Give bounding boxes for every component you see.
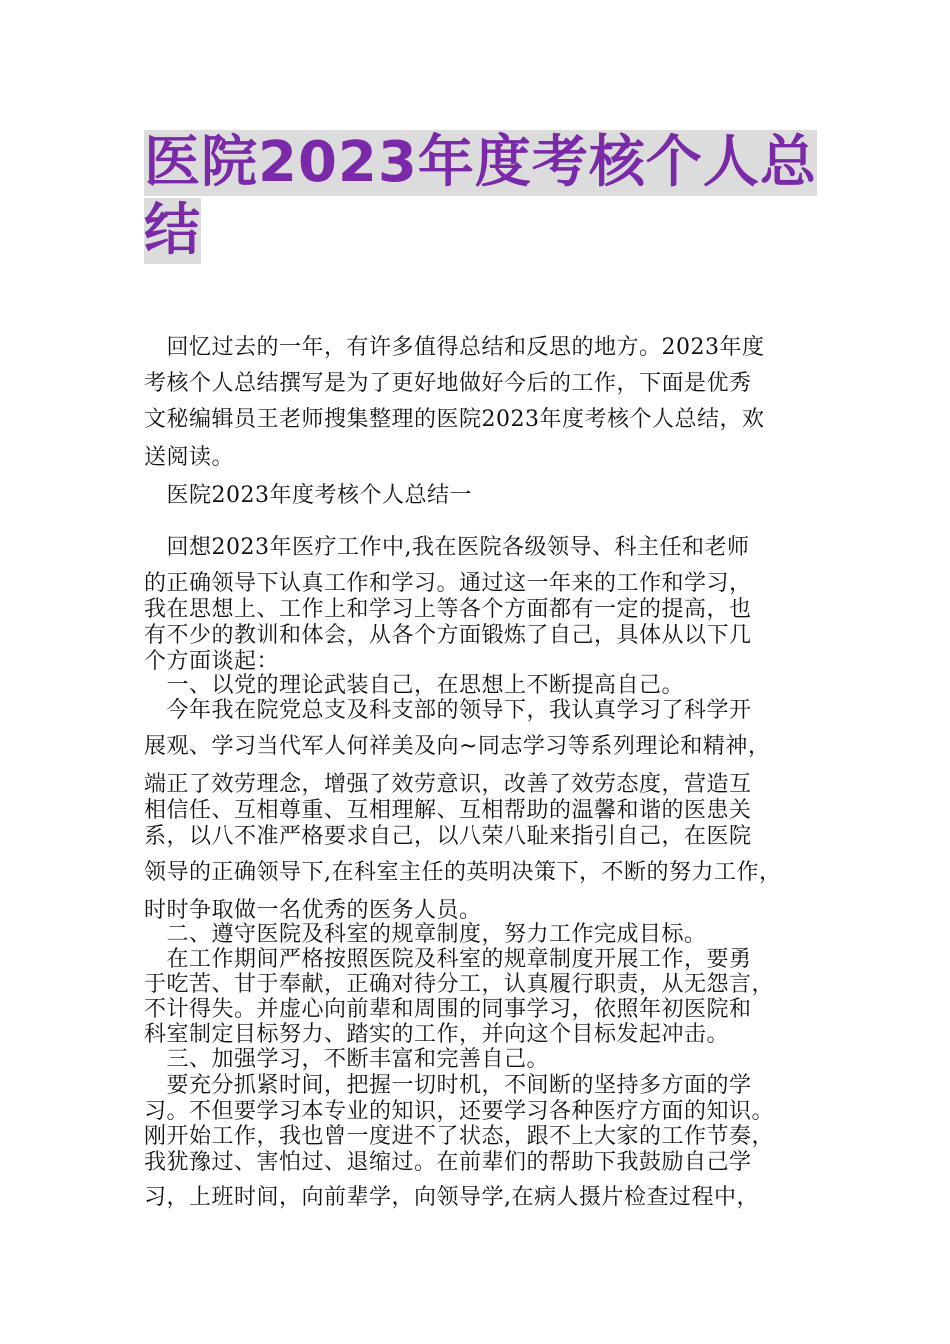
section-heading: 医院2023年度考核个人总结一 (144, 483, 472, 508)
body-line: 相信任、互相尊重、互相理解、互相帮助的温馨和谐的医患关 (144, 798, 752, 823)
body-line: 我在思想上、工作上和学习上等各个方面都有一定的提高，也 (144, 597, 752, 622)
body-line: 端正了效劳理念，增强了效劳意识，改善了效劳态度，营造互 (144, 772, 752, 797)
body-line: 领导的正确领导下,在科室主任的英明决策下，不断的努力工作， (144, 860, 782, 885)
body-line: 习。不但要学习本专业的知识，还要学习各种医疗方面的知识。 (144, 1099, 775, 1124)
body-line: 文秘编辑员王老师搜集整理的医院2023年度考核个人总结，欢 (144, 407, 765, 432)
subsection-heading: 二、遵守医院及科室的规章制度，努力工作完成目标。 (144, 922, 707, 947)
body-line: 于吃苦、甘于奉献，正确对待分工，认真履行职责，从无怨言， (144, 972, 775, 997)
subsection-heading: 一、以党的理论武装自己，在思想上不断提高自己。 (144, 673, 685, 698)
document-title-line-2: 结 (144, 198, 201, 263)
body-line: 今年我在院党总支及科支部的领导下，我认真学习了科学开 (144, 698, 752, 723)
body-line: 的正确领导下认真工作和学习。通过这一年来的工作和学习， (144, 571, 752, 596)
body-line: 习，上班时间，向前辈学，向领导学,在病人摄片检查过程中， (144, 1185, 759, 1210)
body-line: 考核个人总结撰写是为了更好地做好今后的工作，下面是优秀 (144, 371, 752, 396)
body-line: 刚开始工作，我也曾一度进不了状态，跟不上大家的工作节奏， (144, 1124, 775, 1149)
body-line: 送阅读。 (144, 445, 235, 470)
body-line: 系，以八不准严格要求自己，以八荣八耻来指引自己，在医院 (144, 824, 752, 849)
body-line: 不计得失。并虚心向前辈和周围的同事学习，依照年初医院和 (144, 997, 752, 1022)
body-line: 个方面谈起： (144, 649, 280, 674)
body-line: 回忆过去的一年，有许多值得总结和反思的地方。2023年度 (144, 335, 765, 360)
document-title-line-1: 医院2023年度考核个人总 (144, 130, 817, 195)
body-line: 有不少的教训和体会，从各个方面锻炼了自己，具体从以下几 (144, 623, 752, 648)
body-line: 回想2023年医疗工作中,我在医院各级领导、科主任和老师 (144, 535, 750, 560)
body-line: 时时争取做一名优秀的医务人员。 (144, 898, 482, 923)
body-line: 科室制定目标努力、踏实的工作，并向这个目标发起冲击。 (144, 1022, 730, 1047)
subsection-heading: 三、加强学习，不断丰富和完善自己。 (144, 1047, 550, 1072)
body-line: 要充分抓紧时间，把握一切时机，不间断的坚持多方面的学 (144, 1073, 752, 1098)
body-line: 展观、学习当代军人何祥美及向~同志学习等系列理论和精神， (144, 734, 771, 759)
body-line: 我犹豫过、害怕过、退缩过。在前辈们的帮助下我鼓励自己学 (144, 1150, 752, 1175)
body-line: 在工作期间严格按照医院及科室的规章制度开展工作，要勇 (144, 947, 752, 972)
